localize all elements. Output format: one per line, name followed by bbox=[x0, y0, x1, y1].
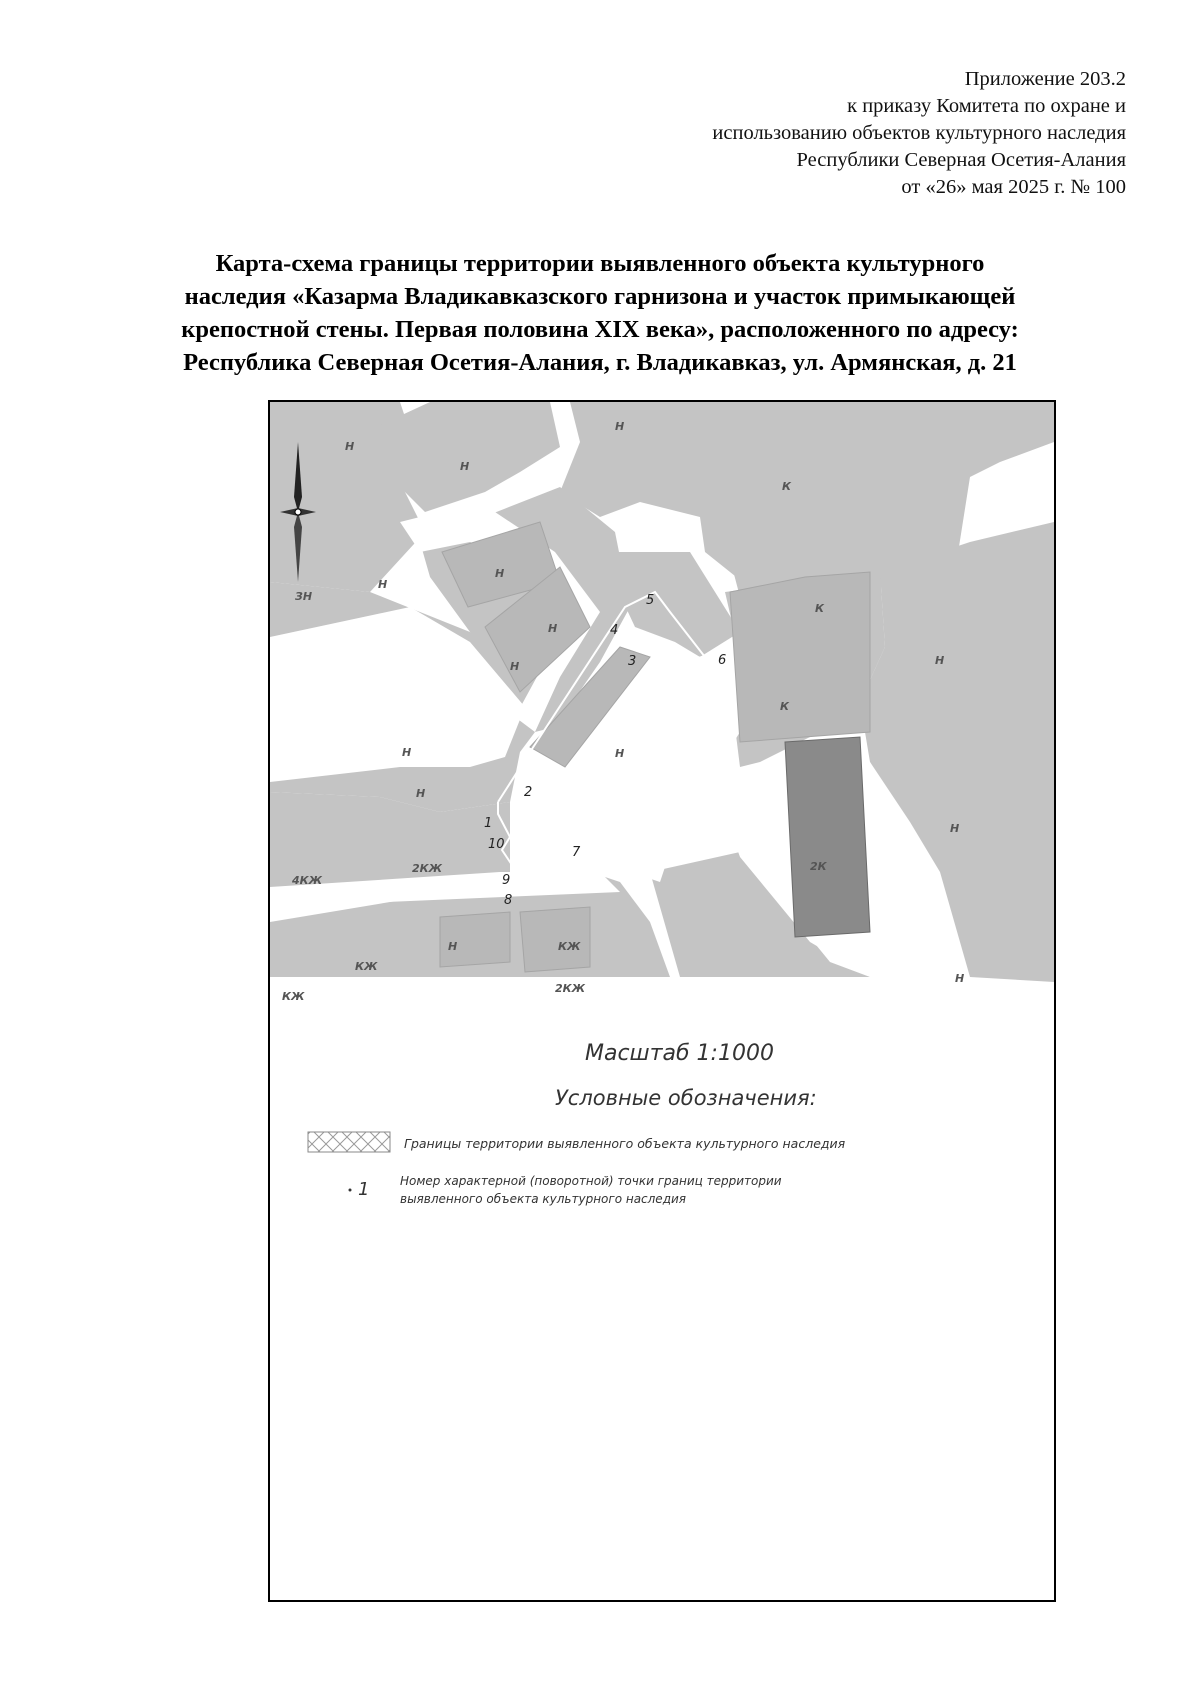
label-b24: 2КЖ bbox=[555, 982, 586, 995]
point-legend-dot bbox=[349, 1189, 352, 1192]
label-b7: Н bbox=[495, 567, 505, 580]
label-b11: Н bbox=[935, 654, 945, 667]
label-b2: Н bbox=[460, 460, 470, 473]
map-frame bbox=[268, 400, 1056, 1602]
point-3: 3 bbox=[628, 654, 637, 669]
point-4: 4 bbox=[610, 623, 619, 638]
building-k-tall bbox=[730, 572, 870, 742]
title-line-3: крепостной стены. Первая половина XIX века», расположенного по адресу: bbox=[181, 316, 1019, 343]
appendix-line-4: Республики Северная Осетия-Алания bbox=[796, 149, 1126, 171]
point-2: 2 bbox=[524, 785, 533, 800]
label-b6: Н bbox=[378, 578, 388, 591]
boundary-legend-label: Границы территории выявленного объекта культурного наследия bbox=[404, 1136, 846, 1151]
appendix-line-1: Приложение 203.2 bbox=[964, 68, 1126, 90]
label-b5: ЗН bbox=[295, 590, 313, 603]
label-b18: 2КЖ bbox=[412, 862, 443, 875]
point-legend-label-2: выявленного объекта культурного наследия bbox=[400, 1192, 687, 1206]
label-b9: Н bbox=[510, 660, 520, 673]
appendix-line-2: к приказу Комитета по охране и bbox=[847, 95, 1126, 117]
point-10: 10 bbox=[488, 837, 505, 852]
label-b15: Н bbox=[416, 787, 426, 800]
label-b14: Н bbox=[402, 746, 412, 759]
label-b23: КЖ bbox=[558, 940, 581, 953]
label-b20: Н bbox=[448, 940, 458, 953]
point-legend-label-1: Номер характерной (поворотной) точки границ территории bbox=[400, 1174, 782, 1188]
title-line-1: Карта-схема границы территории выявленного объекта культурного bbox=[215, 250, 985, 277]
label-b16: Н bbox=[950, 822, 960, 835]
label-b22: КЖ bbox=[282, 990, 305, 1003]
label-b1: Н bbox=[345, 440, 355, 453]
block-sw bbox=[270, 942, 315, 977]
appendix-line-3: использованию объектов культурного наследия bbox=[712, 122, 1126, 144]
label-b8: Н bbox=[548, 622, 558, 635]
heritage-building bbox=[785, 737, 870, 937]
document-title bbox=[70, 247, 1130, 379]
label-b12: К bbox=[780, 700, 789, 713]
label-b13: Н bbox=[615, 747, 625, 760]
appendix-line-5: от «26» мая 2025 г. № 100 bbox=[901, 176, 1126, 198]
cadastral-map bbox=[270, 402, 1054, 1600]
title-line-2: наследия «Казарма Владикавказского гарнизона и участок примыкающей bbox=[184, 283, 1016, 310]
legend-title: Условные обозначения: bbox=[555, 1086, 817, 1110]
label-b4: К bbox=[782, 480, 791, 493]
point-6: 6 bbox=[718, 653, 727, 668]
scale-label: Масштаб 1:1000 bbox=[585, 1041, 774, 1066]
point-7: 7 bbox=[572, 845, 581, 860]
label-b10: К bbox=[815, 602, 824, 615]
label-b19: 2К bbox=[810, 860, 827, 873]
point-5: 5 bbox=[646, 593, 655, 608]
point-1: 1 bbox=[484, 816, 493, 831]
map-legend bbox=[308, 1041, 846, 1206]
point-9: 9 bbox=[502, 873, 511, 888]
point-8: 8 bbox=[504, 893, 513, 908]
boundary-swatch bbox=[308, 1132, 390, 1152]
label-b25: Н bbox=[955, 972, 965, 985]
title-line-4: Республика Северная Осетия-Алания, г. Владикавказ, ул. Армянская, д. 21 bbox=[183, 349, 1017, 376]
point-legend-symbol: 1 bbox=[358, 1179, 370, 1200]
label-b21: КЖ bbox=[355, 960, 378, 973]
label-b17: 4КЖ bbox=[292, 874, 323, 887]
appendix-header bbox=[486, 66, 1126, 201]
label-b3: Н bbox=[615, 420, 625, 433]
